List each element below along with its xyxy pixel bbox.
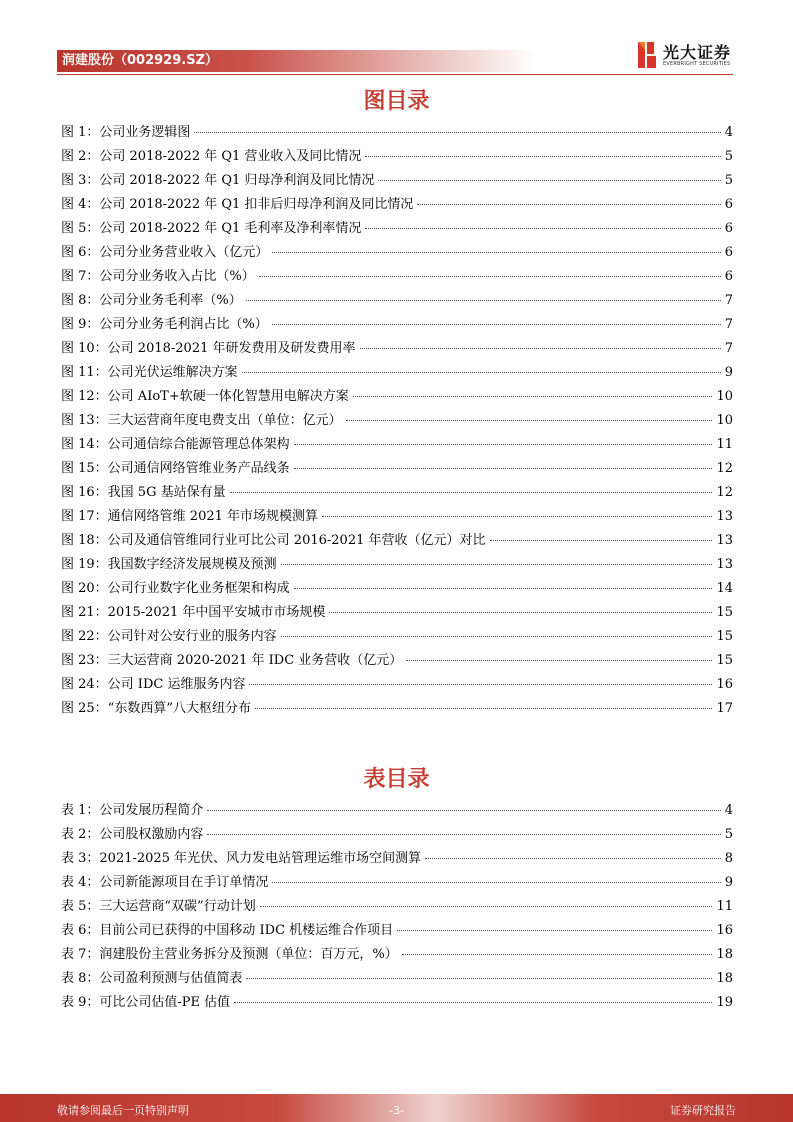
toc-leader-dots bbox=[249, 684, 712, 685]
toc-entry-page: 6 bbox=[724, 197, 733, 212]
toc-leader-dots bbox=[378, 180, 720, 181]
toc-entry[interactable] bbox=[61, 385, 733, 409]
toc-entry[interactable] bbox=[61, 649, 733, 673]
toc-entry-label: 表 6：目前公司已获得的中国移动 IDC 机楼运维合作项目 bbox=[61, 923, 394, 938]
toc-entry-label: 图 20：公司行业数字化业务框架和构成 bbox=[61, 581, 290, 596]
toc-entry-label: 图 22：公司针对公安行业的服务内容 bbox=[61, 629, 277, 644]
toc-entry-label: 表 7：润建股份主营业务拆分及预测（单位：百万元，%） bbox=[61, 947, 398, 962]
toc-entry-page: 18 bbox=[716, 971, 733, 986]
toc-entry-label: 图 21：2015-2021 年中国平安城市市场规模 bbox=[61, 605, 326, 620]
tables-toc-list bbox=[61, 799, 733, 1015]
toc-entry-page: 15 bbox=[716, 605, 733, 620]
toc-entry-page: 4 bbox=[724, 803, 733, 818]
toc-entry[interactable] bbox=[61, 823, 733, 847]
toc-leader-dots bbox=[365, 156, 720, 157]
toc-entry-label: 表 2：公司股权激励内容 bbox=[61, 827, 204, 842]
toc-entry[interactable] bbox=[61, 967, 733, 991]
toc-leader-dots bbox=[230, 492, 713, 493]
toc-leader-dots bbox=[194, 132, 720, 133]
toc-entry[interactable] bbox=[61, 361, 733, 385]
toc-entry[interactable] bbox=[61, 217, 733, 241]
toc-entry[interactable] bbox=[61, 943, 733, 967]
toc-leader-dots bbox=[294, 444, 713, 445]
toc-entry-label: 图 18：公司及通信管维同行业可比公司 2016-2021 年营收（亿元）对比 bbox=[61, 533, 486, 548]
toc-entry[interactable] bbox=[61, 601, 733, 625]
figures-toc-list bbox=[61, 121, 733, 721]
toc-entry-page: 16 bbox=[716, 923, 733, 938]
toc-entry-page: 8 bbox=[724, 851, 733, 866]
toc-leader-dots bbox=[322, 516, 712, 517]
toc-leader-dots bbox=[207, 834, 720, 835]
toc-entry-label: 图 19：我国数字经济发展规模及预测 bbox=[61, 557, 277, 572]
logo-text-cn: 光大证券 bbox=[663, 43, 732, 62]
toc-entry[interactable] bbox=[61, 553, 733, 577]
toc-entry[interactable] bbox=[61, 847, 733, 871]
toc-entry-label: 表 1：公司发展历程简介 bbox=[61, 803, 204, 818]
toc-entry[interactable] bbox=[61, 799, 733, 823]
toc-leader-dots bbox=[281, 564, 713, 565]
toc-entry-page: 13 bbox=[716, 533, 733, 548]
toc-leader-dots bbox=[365, 228, 720, 229]
toc-entry-page: 10 bbox=[716, 413, 733, 428]
toc-entry[interactable] bbox=[61, 625, 733, 649]
toc-entry[interactable] bbox=[61, 289, 733, 313]
toc-entry[interactable] bbox=[61, 265, 733, 289]
toc-leader-dots bbox=[281, 636, 713, 637]
toc-entry[interactable] bbox=[61, 577, 733, 601]
toc-entry-page: 5 bbox=[724, 149, 733, 164]
toc-entry-page: 11 bbox=[716, 899, 733, 914]
figures-toc-title: 图目录 bbox=[363, 89, 430, 114]
toc-entry[interactable] bbox=[61, 529, 733, 553]
toc-entry-page: 16 bbox=[716, 677, 733, 692]
toc-leader-dots bbox=[346, 420, 713, 421]
toc-entry[interactable] bbox=[61, 337, 733, 361]
toc-leader-dots bbox=[272, 882, 720, 883]
toc-entry-label: 表 5：三大运营商“双碳”行动计划 bbox=[61, 899, 256, 914]
toc-entry-label: 图 8：公司分业务毛利率（%） bbox=[61, 293, 242, 308]
page-number: -3- bbox=[389, 1104, 404, 1117]
toc-entry[interactable] bbox=[61, 457, 733, 481]
toc-entry-page: 9 bbox=[724, 365, 733, 380]
toc-entry-label: 图 10：公司 2018-2021 年研发费用及研发费用率 bbox=[61, 341, 356, 356]
toc-leader-dots bbox=[272, 252, 720, 253]
toc-entry[interactable] bbox=[61, 313, 733, 337]
toc-entry-label: 图 4：公司 2018-2022 年 Q1 扣非后归母净利润及同比情况 bbox=[61, 197, 414, 212]
toc-entry-page: 5 bbox=[724, 827, 733, 842]
toc-leader-dots bbox=[425, 858, 721, 859]
toc-entry-page: 7 bbox=[724, 341, 733, 356]
toc-entry-page: 6 bbox=[724, 221, 733, 236]
toc-entry-label: 图 7：公司分业务收入占比（%） bbox=[61, 269, 255, 284]
toc-entry-label: 图 15：公司通信网络管维业务产品线条 bbox=[61, 461, 290, 476]
toc-entry-label: 图 23：三大运营商 2020-2021 年 IDC 业务营收（亿元） bbox=[61, 653, 403, 668]
toc-entry[interactable] bbox=[61, 409, 733, 433]
toc-entry-page: 12 bbox=[716, 461, 733, 476]
toc-entry-label: 图 12：公司 AIoT+软硬一体化智慧用电解决方案 bbox=[61, 389, 349, 404]
toc-entry-label: 图 17：通信网络管维 2021 年市场规模测算 bbox=[61, 509, 319, 524]
footer-disclaimer: 敬请参阅最后一页特别声明 bbox=[57, 1104, 189, 1117]
toc-entry-label: 图 16：我国 5G 基站保有量 bbox=[61, 485, 226, 500]
toc-entry-label: 图 1：公司业务逻辑图 bbox=[61, 125, 191, 140]
toc-entry-label: 图 13：三大运营商年度电费支出（单位：亿元） bbox=[61, 413, 342, 428]
toc-leader-dots bbox=[246, 300, 721, 301]
toc-entry-page: 17 bbox=[716, 701, 733, 716]
tables-toc-title: 表目录 bbox=[363, 767, 430, 792]
toc-entry[interactable] bbox=[61, 697, 733, 721]
toc-entry-page: 15 bbox=[716, 629, 733, 644]
company-name: 润建股份（002929.SZ） bbox=[62, 53, 219, 68]
logo-text-en: EVERBRIGHT SECURITIES bbox=[663, 61, 731, 67]
toc-entry-page: 19 bbox=[716, 995, 733, 1010]
toc-leader-dots bbox=[402, 954, 713, 955]
toc-entry[interactable] bbox=[61, 121, 733, 145]
toc-leader-dots bbox=[246, 978, 712, 979]
toc-leader-dots bbox=[207, 810, 720, 811]
toc-leader-dots bbox=[360, 348, 721, 349]
toc-entry-page: 6 bbox=[724, 245, 733, 260]
toc-entry-page: 15 bbox=[716, 653, 733, 668]
toc-entry[interactable] bbox=[61, 145, 733, 169]
toc-entry-page: 4 bbox=[724, 125, 733, 140]
toc-leader-dots bbox=[234, 1002, 712, 1003]
toc-entry-label: 图 24：公司 IDC 运维服务内容 bbox=[61, 677, 246, 692]
toc-entry[interactable] bbox=[61, 919, 733, 943]
toc-entry-page: 14 bbox=[716, 581, 733, 596]
toc-leader-dots bbox=[417, 204, 720, 205]
toc-entry-page: 7 bbox=[724, 317, 733, 332]
toc-leader-dots bbox=[406, 660, 712, 661]
toc-leader-dots bbox=[294, 588, 713, 589]
toc-entry-label: 图 11：公司光伏运维解决方案 bbox=[61, 365, 238, 380]
toc-entry-page: 9 bbox=[724, 875, 733, 890]
toc-entry-label: 图 25：“东数西算”八大枢纽分布 bbox=[61, 701, 251, 716]
toc-entry[interactable] bbox=[61, 433, 733, 457]
toc-entry-page: 6 bbox=[724, 269, 733, 284]
toc-entry[interactable] bbox=[61, 895, 733, 919]
toc-entry-label: 图 9：公司分业务毛利润占比（%） bbox=[61, 317, 268, 332]
header-divider bbox=[57, 74, 733, 75]
toc-entry[interactable] bbox=[61, 991, 733, 1015]
toc-entry-label: 图 3：公司 2018-2022 年 Q1 归母净利润及同比情况 bbox=[61, 173, 375, 188]
toc-entry[interactable] bbox=[61, 481, 733, 505]
toc-entry-label: 表 9：可比公司估值-PE 估值 bbox=[61, 995, 231, 1010]
toc-entry[interactable] bbox=[61, 169, 733, 193]
toc-leader-dots bbox=[255, 708, 712, 709]
toc-entry[interactable] bbox=[61, 241, 733, 265]
toc-entry-page: 18 bbox=[716, 947, 733, 962]
toc-entry-page: 13 bbox=[716, 509, 733, 524]
toc-leader-dots bbox=[259, 276, 721, 277]
toc-entry-label: 图 6：公司分业务营业收入（亿元） bbox=[61, 245, 269, 260]
toc-entry-label: 图 14：公司通信综合能源管理总体架构 bbox=[61, 437, 290, 452]
toc-entry-label: 图 2：公司 2018-2022 年 Q1 营业收入及同比情况 bbox=[61, 149, 362, 164]
toc-leader-dots bbox=[294, 468, 713, 469]
toc-entry-page: 13 bbox=[716, 557, 733, 572]
toc-leader-dots bbox=[353, 396, 713, 397]
toc-leader-dots bbox=[329, 612, 712, 613]
toc-entry-label: 表 4：公司新能源项目在手订单情况 bbox=[61, 875, 269, 890]
toc-entry-page: 11 bbox=[716, 437, 733, 452]
toc-entry[interactable] bbox=[61, 193, 733, 217]
footer-report-type: 证券研究报告 bbox=[670, 1104, 736, 1117]
toc-entry[interactable] bbox=[61, 871, 733, 895]
toc-entry[interactable] bbox=[61, 505, 733, 529]
toc-leader-dots bbox=[490, 540, 713, 541]
toc-entry[interactable] bbox=[61, 673, 733, 697]
logo bbox=[636, 40, 736, 70]
toc-entry-label: 图 5：公司 2018-2022 年 Q1 毛利率及净利率情况 bbox=[61, 221, 362, 236]
toc-entry-page: 12 bbox=[716, 485, 733, 500]
toc-entry-page: 7 bbox=[724, 293, 733, 308]
toc-leader-dots bbox=[397, 930, 712, 931]
logo-mark-icon bbox=[636, 40, 658, 70]
toc-entry-label: 表 8：公司盈利预测与估值简表 bbox=[61, 971, 243, 986]
toc-entry-page: 10 bbox=[716, 389, 733, 404]
toc-leader-dots bbox=[260, 906, 713, 907]
toc-leader-dots bbox=[272, 324, 721, 325]
toc-leader-dots bbox=[242, 372, 721, 373]
toc-entry-page: 5 bbox=[724, 173, 733, 188]
toc-entry-label: 表 3：2021-2025 年光伏、风力发电站管理运维市场空间测算 bbox=[61, 851, 422, 866]
